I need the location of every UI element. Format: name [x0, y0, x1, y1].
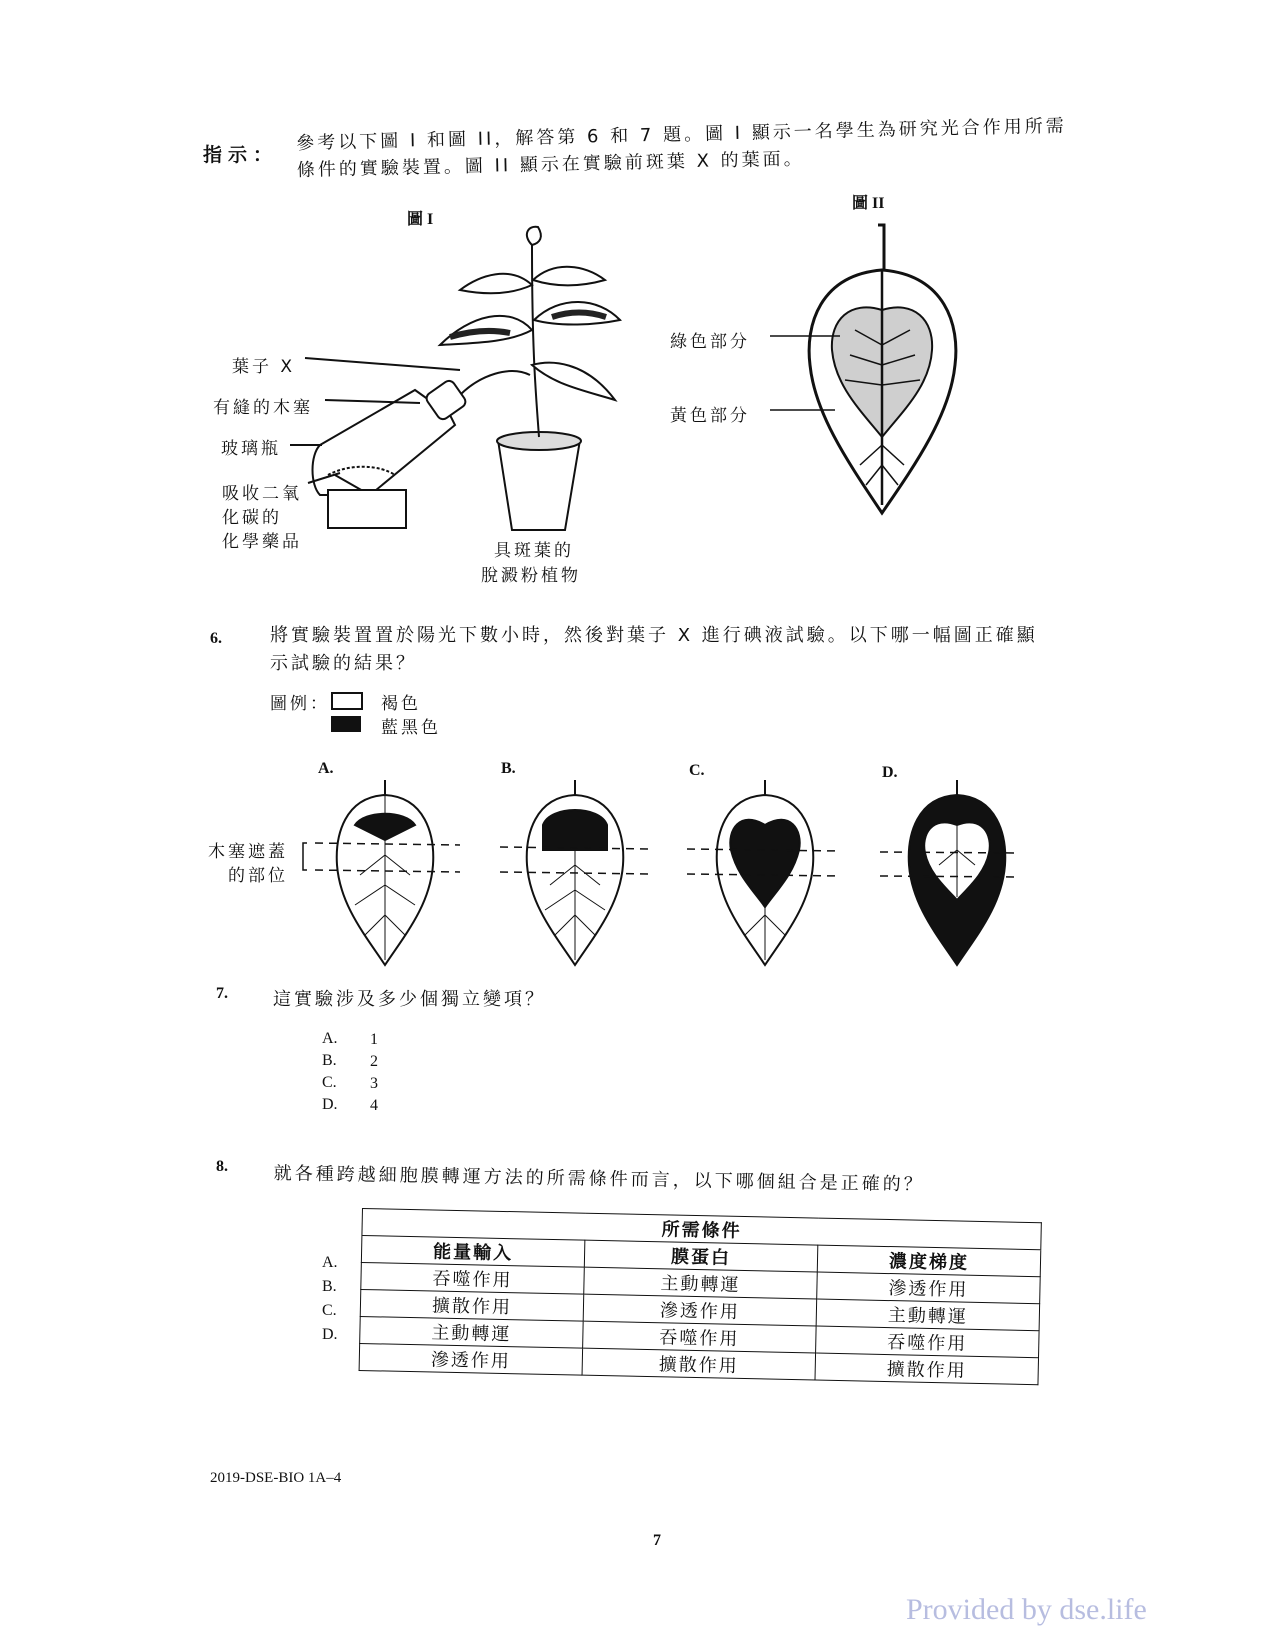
instructions-label: 指示：	[203, 144, 279, 166]
q8-table	[359, 1208, 1042, 1385]
q6-leaf-options	[295, 775, 1035, 975]
q6-text: 將實驗裝置置於陽光下數小時，然後對葉子 X 進行碘液試驗。以下哪一幅圖正確顯示試驗的結果？	[270, 625, 1038, 674]
plant-leaf	[527, 227, 541, 245]
figure2-leader-lines	[765, 330, 845, 420]
q8-option-a[interactable]: A.	[322, 1254, 338, 1271]
q6-legend-prefix: 圖例：	[270, 694, 330, 714]
page-number: 7	[653, 1532, 661, 1549]
q7-number: 7.	[216, 985, 228, 1002]
q7-option-a-value: 1	[370, 1031, 378, 1048]
q7-option-b-letter[interactable]: B.	[322, 1052, 337, 1069]
leaf-option-a	[337, 780, 433, 965]
table-cell: 擴散作用	[360, 1289, 584, 1321]
instructions-text: 參考以下圖 I 和圖 II，解答第 6 和 7 題。圖 I 顯示一名學生為研究光合作用所需條件的實驗裝置。圖 II 顯示在實驗前斑葉 X 的葉面。	[296, 115, 1067, 181]
table-cell: 吞噬作用	[361, 1262, 585, 1294]
label-flask: 玻璃瓶	[221, 439, 281, 459]
plant-stem	[532, 245, 539, 437]
q6-option-b[interactable]: B.	[501, 760, 516, 777]
q6-option-a[interactable]: A.	[318, 760, 334, 777]
q8-table-wrapper	[359, 1208, 1042, 1385]
label-cork-area-1: 木塞遮蓋	[208, 842, 288, 862]
label-cork: 有縫的木塞	[213, 398, 313, 418]
q7-option-a-letter[interactable]: A.	[322, 1030, 338, 1047]
q6-option-c[interactable]: C.	[689, 762, 705, 779]
table-cell: 主動轉運	[360, 1316, 584, 1348]
q6-legend-blueblack: 藍黑色	[381, 718, 441, 738]
q6-legend-brown: 褐色	[381, 694, 421, 714]
q6-option-d[interactable]: D.	[882, 764, 898, 781]
label-plant-2: 脫澱粉植物	[481, 566, 581, 586]
table-cell: 擴散作用	[582, 1348, 816, 1380]
figure1-title: 圖 I	[407, 211, 434, 228]
leaf-option-d	[909, 780, 1005, 965]
leaf-option-c	[717, 780, 813, 965]
table-cell: 主動轉運	[816, 1299, 1040, 1331]
col-membrane-protein: 膜蛋白	[584, 1240, 818, 1272]
label-chemical-3: 化學藥品	[222, 532, 302, 552]
plant-leaf	[532, 363, 615, 400]
table-cell: 吞噬作用	[583, 1321, 817, 1353]
table-cell: 擴散作用	[815, 1353, 1039, 1385]
plant-leaf	[460, 371, 530, 395]
q8-option-b[interactable]: B.	[322, 1278, 337, 1295]
watermark: Provided by dse.life	[906, 1593, 1147, 1626]
label-yellow-part: 黃色部分	[670, 406, 750, 426]
flower-pot	[498, 440, 580, 530]
label-plant-1: 具斑葉的	[494, 541, 574, 561]
q8-text: 就各種跨越細胞膜轉運方法的所需條件而言，以下哪個組合是正確的？	[273, 1162, 925, 1196]
figure2-title: 圖 II	[852, 195, 885, 212]
label-chemical-2: 化碳的	[222, 508, 282, 528]
table-cell: 主動轉運	[584, 1267, 818, 1299]
table-cell: 滲透作用	[359, 1343, 583, 1375]
q8-number: 8.	[216, 1158, 228, 1175]
support-block	[328, 490, 406, 528]
col-gradient: 濃度梯度	[817, 1245, 1041, 1277]
q7-option-b-value: 2	[370, 1053, 378, 1070]
q7-option-c-value: 3	[370, 1075, 378, 1092]
label-cork-area-2: 的部位	[228, 866, 288, 886]
q6-number: 6.	[210, 630, 222, 647]
q7-option-c-letter[interactable]: C.	[322, 1074, 337, 1091]
table-cell: 滲透作用	[817, 1272, 1041, 1304]
legend-blueblack-swatch	[331, 716, 361, 732]
q8-option-c[interactable]: C.	[322, 1302, 337, 1319]
legend-brown-swatch	[331, 692, 363, 710]
plant-leaf	[460, 274, 532, 293]
label-chemical-1: 吸收二氧	[222, 484, 302, 504]
col-energy: 能量輸入	[361, 1236, 585, 1268]
q7-option-d-value: 4	[370, 1097, 378, 1114]
table-cell: 吞噬作用	[816, 1326, 1040, 1358]
table-header: 所需條件	[362, 1209, 1041, 1250]
table-cell: 滲透作用	[583, 1294, 817, 1326]
label-leaf-x: 葉子 X	[232, 357, 296, 377]
plant-leaf	[533, 267, 605, 285]
q8-option-d[interactable]: D.	[322, 1326, 338, 1343]
q7-text: 這實驗涉及多少個獨立變項？	[273, 989, 546, 1010]
exam-code: 2019-DSE-BIO 1A–4	[210, 1470, 342, 1486]
label-green-part: 綠色部分	[670, 332, 750, 352]
q7-option-d-letter[interactable]: D.	[322, 1096, 338, 1113]
